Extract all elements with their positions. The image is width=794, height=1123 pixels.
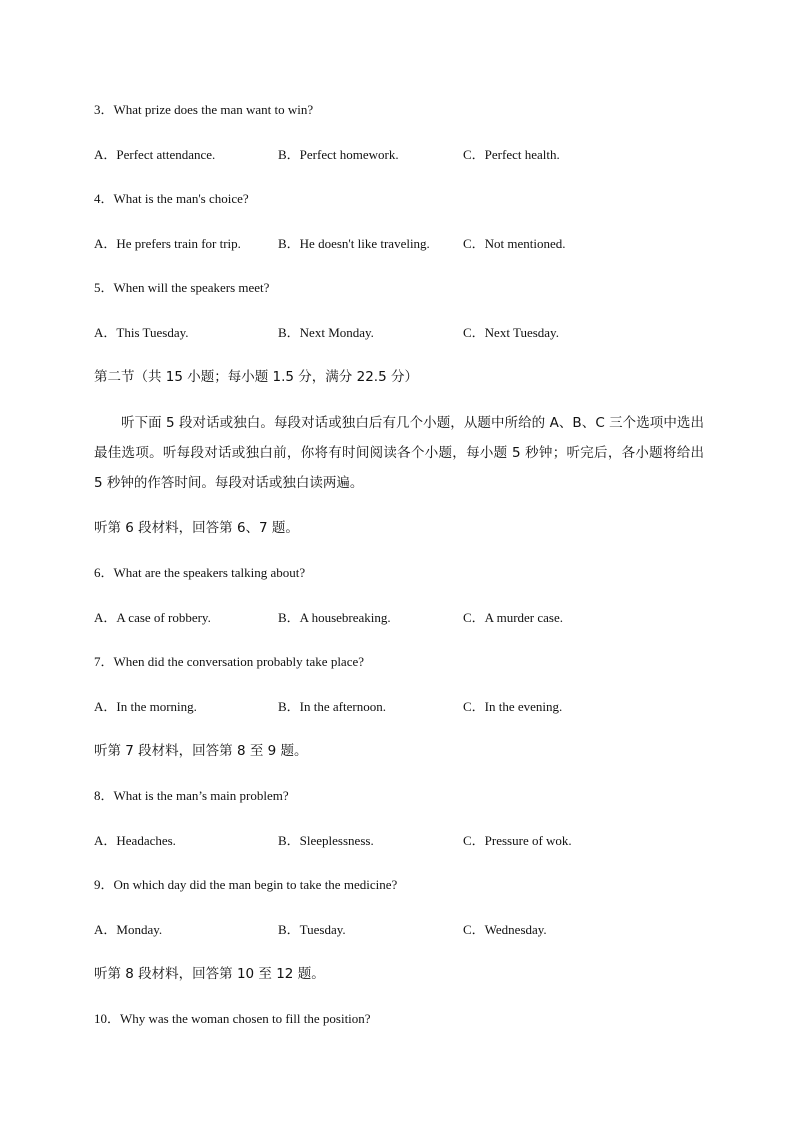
option-a: A．Perfect attendance. [94, 147, 216, 162]
question-6-stem: 6．What are the speakers talking about? [94, 565, 306, 580]
question-5-stem: 5．When will the speakers meet? [94, 280, 270, 295]
group-heading-8: 听第 8 段材料，回答第 10 至 12 题。 [94, 966, 325, 982]
option-b: B．Tuesday. [278, 922, 346, 937]
section-heading: 第二节（共 15 小题；每小题 1.5 分，满分 22.5 分） [94, 369, 418, 385]
question-7-stem: 7．When did the conversation probably take place? [94, 654, 365, 669]
question-8-stem: 8．What is the man’s main problem? [94, 788, 289, 803]
option-b: B．Perfect homework. [278, 147, 399, 162]
group-heading-7: 听第 7 段材料，回答第 8 至 9 题。 [94, 743, 308, 759]
option-a: A．In the morning. [94, 699, 197, 714]
option-a: A．Monday. [94, 922, 163, 937]
option-c: C．Perfect health. [463, 147, 560, 162]
option-c: C．Not mentioned. [463, 236, 566, 251]
option-b: B．In the afternoon. [278, 699, 386, 714]
option-b: B．Sleeplessness. [278, 833, 374, 848]
option-a: A．This Tuesday. [94, 325, 189, 340]
option-b: B．Next Monday. [278, 325, 374, 340]
option-c: C．Pressure of wok. [463, 833, 572, 848]
question-9-stem: 9．On which day did the man begin to take the medicine? [94, 877, 398, 892]
group-heading-6: 听第 6 段材料，回答第 6、7 题。 [94, 520, 299, 536]
option-c: C．Wednesday. [463, 922, 547, 937]
option-b: B．He doesn't like traveling. [278, 236, 430, 251]
question-3-stem: 3．What prize does the man want to win? [94, 102, 314, 117]
question-4-stem: 4．What is the man's choice? [94, 191, 249, 206]
option-a: A．A case of robbery. [94, 610, 211, 625]
question-10-stem: 10．Why was the woman chosen to fill the position? [94, 1011, 371, 1026]
section-instructions: 听下面 5 段对话或独白。每段对话或独白后有几个小题，从题中所给的 A、B、C 三个选项中选出最佳选项。听每段对话或独白前，你将有时间阅读各个小题，每小题 5 秒钟；听完后，各小题将给出 5 秒钟的作答时间。每段对话或独白读两遍。 [94, 415, 704, 491]
option-c: C．A murder case. [463, 610, 564, 625]
option-a: A．Headaches. [94, 833, 176, 848]
option-b: B．A housebreaking. [278, 610, 391, 625]
option-c: C．Next Tuesday. [463, 325, 559, 340]
option-a: A．He prefers train for trip. [94, 236, 241, 251]
option-c: C．In the evening. [463, 699, 563, 714]
